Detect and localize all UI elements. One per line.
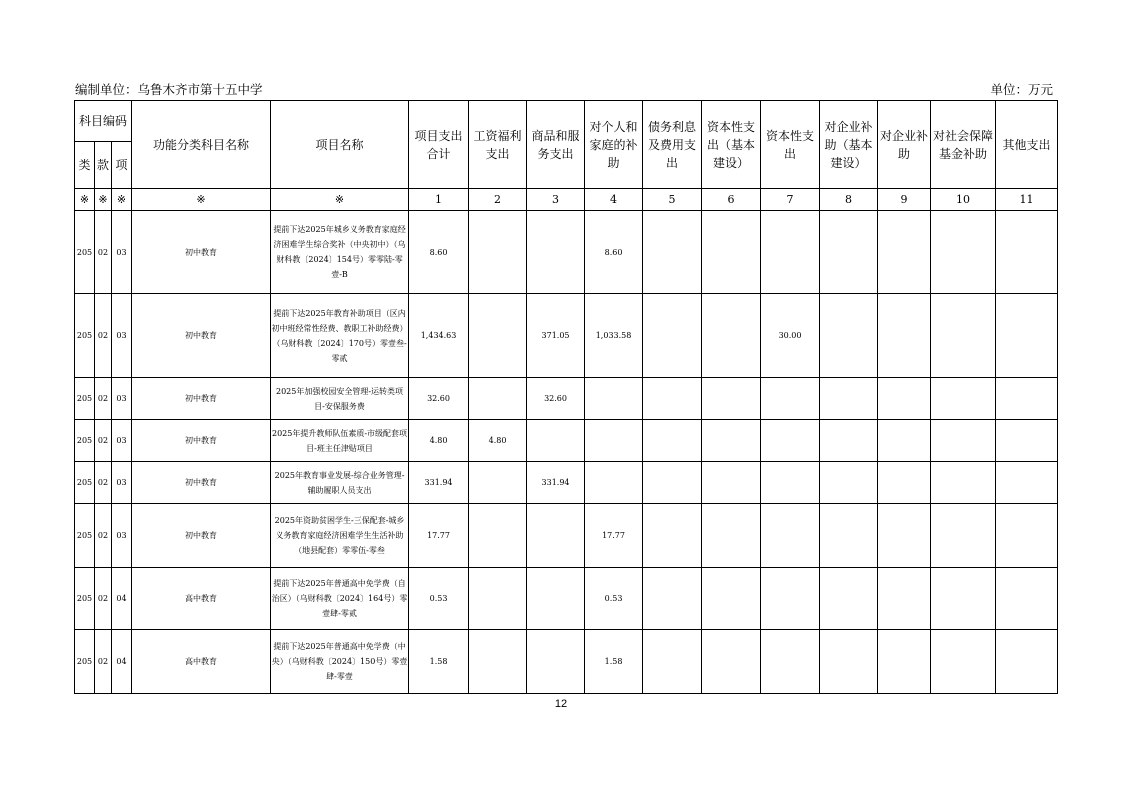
project-name-cell: 提前下达2025年城乡义务教育家庭经济困难学生综合奖补（中央初中）（乌财科教〔2024〕154号）零零陆-零壹-B [271,211,409,294]
amount-cell [931,211,996,294]
amount-cell [761,462,820,504]
function-category-cell: 初中教育 [132,211,271,294]
table-row [75,504,1058,568]
amount-cell: 1.58 [585,630,643,694]
table-row [75,462,1058,504]
amount-cell: 331.94 [527,462,585,504]
project-name-cell: 2025年资助贫困学生-三保配套-城乡义务教育家庭经济困难学生生活补助（地县配套）零零伍-零叁 [271,504,409,568]
table-row [75,211,1058,294]
lei-header: 类 [75,142,95,189]
subject-code-header: 科目编码 [75,101,132,142]
col-header-4: 对个人和家庭的补助 [585,101,643,189]
column-number-row [75,189,1058,211]
amount-cell [469,568,527,630]
col-header-3: 商品和服务支出 [527,101,585,189]
amount-cell [996,462,1058,504]
amount-cell [761,420,820,462]
amount-cell: 1,033.58 [585,294,643,378]
lei-cell: 205 [75,504,95,568]
function-category-header: 功能分类科目名称 [132,101,271,189]
project-name-cell: 2025年教育事业发展-综合业务管理-辅助履职人员支出 [271,462,409,504]
col-header-6: 资本性支出（基本建设） [702,101,761,189]
kuan-cell: 02 [95,462,112,504]
amount-cell [996,211,1058,294]
amount-cell [931,504,996,568]
function-category-cell: 初中教育 [132,294,271,378]
amount-cell [702,462,761,504]
amount-cell: 30.00 [761,294,820,378]
mark-cell: ※ [132,189,271,211]
col-header-5: 债务利息及费用支出 [643,101,702,189]
column-number: 4 [585,189,643,211]
amount-cell [643,568,702,630]
amount-cell [702,211,761,294]
amount-cell [527,211,585,294]
lei-cell: 205 [75,462,95,504]
lei-cell: 205 [75,211,95,294]
amount-cell [702,420,761,462]
amount-cell: 4.80 [409,420,469,462]
amount-cell [702,568,761,630]
function-category-cell: 初中教育 [132,462,271,504]
xiang-cell: 03 [112,378,132,420]
amount-cell: 32.60 [527,378,585,420]
column-number: 8 [820,189,878,211]
project-name-cell: 提前下达2025年普通高中免学费（中央）（乌财科教〔2024〕150号）零壹肆-零壹 [271,630,409,694]
xiang-cell: 04 [112,568,132,630]
column-number: 7 [761,189,820,211]
lei-cell: 205 [75,420,95,462]
amount-cell [878,630,931,694]
amount-cell [931,630,996,694]
amount-cell [820,378,878,420]
amount-cell: 32.60 [409,378,469,420]
column-number: 2 [469,189,527,211]
amount-cell [527,568,585,630]
amount-cell: 4.80 [469,420,527,462]
table-row [75,568,1058,630]
amount-cell [469,504,527,568]
project-name-header: 项目名称 [271,101,409,189]
col-header-10: 对社会保障基金补助 [931,101,996,189]
kuan-cell: 02 [95,211,112,294]
amount-cell [643,504,702,568]
currency-unit-label: 单位：万元 [990,82,1053,97]
amount-cell: 17.77 [585,504,643,568]
amount-cell [820,568,878,630]
expenditure-table [74,100,1058,694]
amount-cell [996,294,1058,378]
amount-cell [643,378,702,420]
project-name-cell: 提前下达2025年教育补助项目（区内初中班经常性经费、教职工补助经费）（乌财科教〔2024〕170号）零壹叁-零贰 [271,294,409,378]
function-category-cell: 高中教育 [132,630,271,694]
amount-cell [527,504,585,568]
project-name-cell: 2025年提升教师队伍素质-市级配套项目-班主任津贴项目 [271,420,409,462]
amount-cell [761,504,820,568]
column-number: 11 [996,189,1058,211]
amount-cell: 8.60 [585,211,643,294]
amount-cell [820,630,878,694]
amount-cell [878,211,931,294]
xiang-cell: 03 [112,294,132,378]
amount-cell [702,378,761,420]
kuan-cell: 02 [95,630,112,694]
header-row [75,101,1058,142]
col-header-11: 其他支出 [996,101,1058,189]
amount-cell [878,462,931,504]
amount-cell [996,630,1058,694]
kuan-cell: 02 [95,504,112,568]
lei-cell: 205 [75,294,95,378]
amount-cell [931,378,996,420]
lei-cell: 205 [75,568,95,630]
column-number: 9 [878,189,931,211]
amount-cell [469,294,527,378]
kuan-cell: 02 [95,378,112,420]
amount-cell [643,462,702,504]
amount-cell [931,568,996,630]
lei-cell: 205 [75,378,95,420]
amount-cell: 371.05 [527,294,585,378]
table-row [75,294,1058,378]
table-row [75,420,1058,462]
column-number: 5 [643,189,702,211]
amount-cell [469,378,527,420]
amount-cell [820,211,878,294]
kuan-cell: 02 [95,294,112,378]
amount-cell [931,462,996,504]
amount-cell [469,630,527,694]
amount-cell [585,420,643,462]
amount-cell [931,294,996,378]
amount-cell [761,630,820,694]
kuan-header: 款 [95,142,112,189]
function-category-cell: 初中教育 [132,378,271,420]
xiang-header: 项 [112,142,132,189]
column-number: 6 [702,189,761,211]
amount-cell [585,462,643,504]
amount-cell: 1.58 [409,630,469,694]
amount-cell [702,294,761,378]
amount-cell [931,420,996,462]
project-name-cell: 2025年加强校园安全管理-运转类项目-安保服务费 [271,378,409,420]
amount-cell [702,630,761,694]
amount-cell [996,568,1058,630]
mark-cell: ※ [271,189,409,211]
amount-cell: 17.77 [409,504,469,568]
function-category-cell: 初中教育 [132,420,271,462]
page-number: 12 [554,698,568,710]
amount-cell [878,420,931,462]
amount-cell [643,420,702,462]
mark-cell: ※ [95,189,112,211]
amount-cell [878,378,931,420]
table-row [75,630,1058,694]
amount-cell: 0.53 [585,568,643,630]
amount-cell [996,378,1058,420]
table-row [75,378,1058,420]
mark-cell: ※ [112,189,132,211]
amount-cell [527,630,585,694]
col-header-9: 对企业补助 [878,101,931,189]
function-category-cell: 初中教育 [132,504,271,568]
amount-cell [643,211,702,294]
kuan-cell: 02 [95,568,112,630]
xiang-cell: 03 [112,504,132,568]
amount-cell: 331.94 [409,462,469,504]
amount-cell: 8.60 [409,211,469,294]
column-number: 3 [527,189,585,211]
xiang-cell: 03 [112,462,132,504]
table-body [75,211,1058,694]
xiang-cell: 03 [112,211,132,294]
amount-cell [761,211,820,294]
amount-cell [996,504,1058,568]
kuan-cell: 02 [95,420,112,462]
amount-cell [527,420,585,462]
amount-cell [820,462,878,504]
amount-cell [878,294,931,378]
amount-cell [820,504,878,568]
col-header-8: 对企业补助（基本建设） [820,101,878,189]
col-header-1: 项目支出合计 [409,101,469,189]
amount-cell [820,420,878,462]
amount-cell [469,462,527,504]
amount-cell [702,504,761,568]
amount-cell [878,568,931,630]
amount-cell: 1,434.63 [409,294,469,378]
amount-cell: 0.53 [409,568,469,630]
col-header-7: 资本性支出 [761,101,820,189]
amount-cell [996,420,1058,462]
col-header-2: 工资福利支出 [469,101,527,189]
mark-cell: ※ [75,189,95,211]
xiang-cell: 03 [112,420,132,462]
amount-cell [761,568,820,630]
amount-cell [878,504,931,568]
column-number: 1 [409,189,469,211]
project-name-cell: 提前下达2025年普通高中免学费（自治区）（乌财科教〔2024〕164号）零壹肆-零贰 [271,568,409,630]
compiling-unit-label: 编制单位：乌鲁木齐市第十五中学 [75,82,263,97]
lei-cell: 205 [75,630,95,694]
amount-cell [820,294,878,378]
column-number: 10 [931,189,996,211]
amount-cell [643,630,702,694]
xiang-cell: 04 [112,630,132,694]
amount-cell [643,294,702,378]
amount-cell [585,378,643,420]
function-category-cell: 高中教育 [132,568,271,630]
amount-cell [761,378,820,420]
amount-cell [469,211,527,294]
